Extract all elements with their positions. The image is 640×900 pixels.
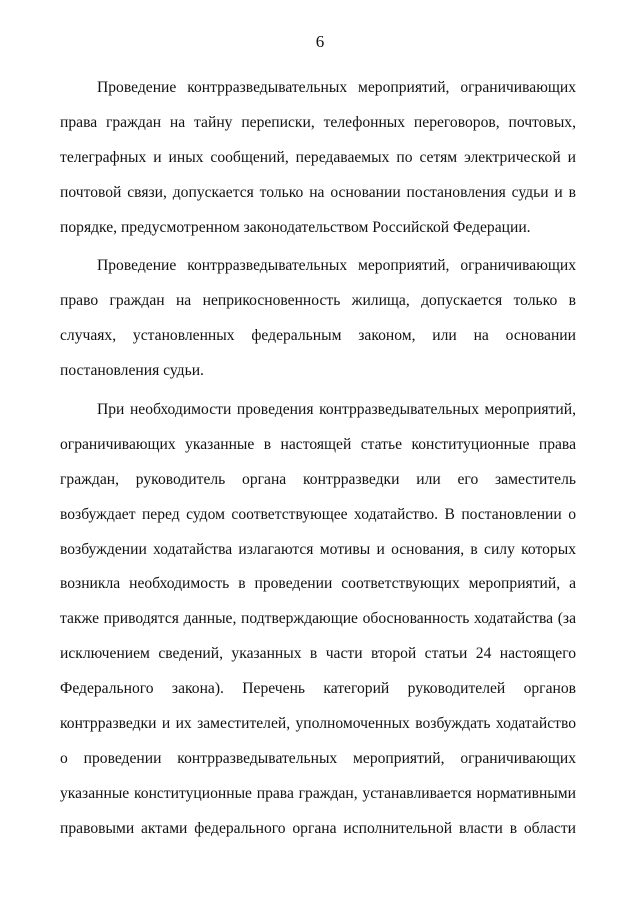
text-line: возникла необходимость в проведении соответствующих мероприятий, а — [60, 575, 576, 593]
text-line: правовыми актами федерального органа исполнительной власти в области — [60, 819, 576, 837]
text-line: Проведение контрразведывательных мероприятий, ограничивающих — [97, 257, 576, 275]
text-line: ограничивающих указанные в настоящей статье конституционные права — [60, 435, 576, 453]
text-line: возбуждении ходатайства излагаются мотивы и основания, в силу которых — [60, 540, 576, 558]
text-line: о проведении контрразведывательных мероприятий, ограничивающих — [60, 749, 576, 767]
text-line: исключением сведений, указанных в части второй статьи 24 настоящего — [60, 645, 576, 663]
text-line: также приводятся данные, подтверждающие обоснованность ходатайства (за — [60, 610, 576, 628]
text-line: При необходимости проведения контрразведывательных мероприятий, — [97, 401, 576, 419]
paragraph-2 — [60, 253, 576, 393]
text-line: право граждан на неприкосновенность жилища, допускается только в — [60, 292, 576, 310]
text-line: постановления судьи. — [60, 362, 204, 380]
text-line: граждан, руководитель органа контрразведки или его заместитель — [60, 470, 576, 488]
text-line: Проведение контрразведывательных мероприятий, ограничивающих — [97, 79, 576, 96]
text-line: Федерального закона). Перечень категорий руководителей органов — [60, 680, 576, 698]
text-line: порядке, предусмотренном законодательством Российской Федерации. — [60, 218, 531, 236]
paragraph-3 — [60, 397, 576, 851]
text-line: телеграфных и иных сообщений, передаваемых по сетям электрической и — [60, 148, 576, 166]
document-body — [60, 75, 576, 851]
paragraph-1 — [60, 75, 576, 249]
text-line: возбуждает перед судом соответствующее ходатайство. В постановлении о — [60, 505, 576, 523]
text-line: почтовой связи, допускается только на основании постановления судьи и в — [60, 183, 576, 201]
text-line: права граждан на тайну переписки, телефонных переговоров, почтовых, — [60, 113, 576, 131]
page-number: 6 — [315, 32, 325, 51]
text-line: случаях, установленных федеральным законом, или на основании — [60, 327, 576, 345]
text-line: указанные конституционные права граждан, устанавливается нормативными — [60, 784, 576, 802]
text-line: контрразведки и их заместителей, уполномоченных возбуждать ходатайство — [60, 715, 576, 733]
